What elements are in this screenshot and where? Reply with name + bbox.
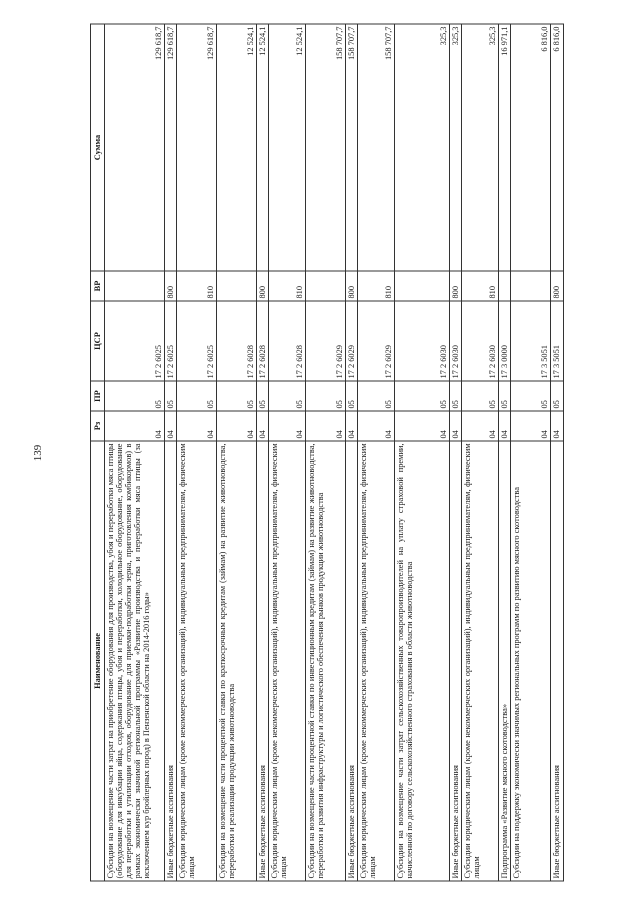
row-pr: 05 — [306, 381, 346, 411]
row-vr — [395, 271, 450, 301]
row-sum: 12 524,1 — [257, 24, 269, 271]
table-row — [306, 24, 346, 881]
row-vr: 810 — [269, 271, 306, 301]
header-vr: ВР — [91, 271, 105, 301]
table-row — [450, 24, 462, 881]
row-name: Иные бюджетные ассигнования — [450, 441, 462, 881]
table-row — [257, 24, 269, 881]
row-csr: 17 2 6025 — [105, 301, 165, 381]
rotated-table-wrapper — [90, 25, 562, 882]
row-vr: 810 — [177, 271, 217, 301]
row-csr: 17 2 6028 — [257, 301, 269, 381]
row-csr: 17 2 6025 — [165, 301, 177, 381]
row-rz: 04 — [395, 411, 450, 441]
table-row — [165, 24, 177, 881]
row-rz: 04 — [358, 411, 395, 441]
row-rz: 04 — [257, 411, 269, 441]
table-row — [105, 24, 165, 881]
row-name: Субсидии на возмещение части затрат сельскохозяйственных товаропроизводителей на уплату страховой премии, начисленной по договору сельскохозяйственного страхования в области животноводства — [395, 441, 450, 881]
table-row — [269, 24, 306, 881]
row-pr: 05 — [217, 381, 257, 411]
row-name: Субсидии юридическим лицам (кроме некоммерческих организаций), индивидуальным предпринимателям, физическим лицам — [358, 441, 395, 881]
row-csr: 17 2 6029 — [358, 301, 395, 381]
row-name: Субсидии на возмещение части затрат на приобретение оборудования для производства, убоя и переработки мяса птицы (оборудование для инкубации яйца, содержания птицы, убоя и переработки, холодильное оборудование, оборудование для переработки и утилизации отходов, оборудование для приемки-подработки зерна, приготовления комбикормов) в рамках экономически значимой региональной программы «Развитие производства и переработки мяса птицы (за исключением кур бройлерных пород) в Пензенской области на 2014-2016 годы» — [105, 441, 165, 881]
row-rz: 04 — [217, 411, 257, 441]
table-row — [462, 24, 499, 881]
row-csr: 17 3 5051 — [551, 301, 563, 381]
row-vr — [105, 271, 165, 301]
row-csr: 17 2 6028 — [269, 301, 306, 381]
row-rz: 04 — [269, 411, 306, 441]
row-sum: 16 971,1 — [499, 24, 511, 271]
row-csr: 17 2 6025 — [177, 301, 217, 381]
row-rz: 04 — [499, 411, 511, 441]
row-sum: 158 707,7 — [346, 24, 358, 271]
header-csr: ЦСР — [91, 301, 105, 381]
row-name: Иные бюджетные ассигнования — [257, 441, 269, 881]
row-sum: 158 707,7 — [358, 24, 395, 271]
row-vr: 800 — [551, 271, 563, 301]
row-pr: 05 — [551, 381, 563, 411]
row-rz: 04 — [177, 411, 217, 441]
row-csr: 17 2 6030 — [462, 301, 499, 381]
row-name: Субсидии на возмещение части процентной ставки по инвестиционным кредитам (займам) на развитие животноводства, переработки и развития инфраструктуры и логистического обеспечения рынков продукции животноводства — [306, 441, 346, 881]
row-vr — [499, 271, 511, 301]
row-pr: 05 — [165, 381, 177, 411]
row-vr — [306, 271, 346, 301]
row-rz: 04 — [346, 411, 358, 441]
row-rz: 04 — [306, 411, 346, 441]
row-sum: 12 524,1 — [217, 24, 257, 271]
row-rz: 04 — [105, 411, 165, 441]
row-name: Субсидии юридическим лицам (кроме некоммерческих организаций), индивидуальным предпринимателям, физическим лицам — [462, 441, 499, 881]
row-name: Иные бюджетные ассигнования — [165, 441, 177, 881]
row-vr — [511, 271, 551, 301]
table-row — [499, 24, 511, 881]
row-sum: 325,3 — [462, 24, 499, 271]
row-vr: 800 — [257, 271, 269, 301]
header-name: Наименование — [91, 441, 105, 881]
row-vr: 810 — [462, 271, 499, 301]
row-pr: 05 — [462, 381, 499, 411]
row-sum: 6 816,0 — [511, 24, 551, 271]
table-row — [551, 24, 563, 881]
row-csr: 17 3 5051 — [511, 301, 551, 381]
row-name: Субсидии на поддержку экономически значимых региональных программ по развитию мясного скотоводства — [511, 441, 551, 881]
row-sum: 158 707,7 — [306, 24, 346, 271]
row-sum: 129 618,7 — [105, 24, 165, 271]
row-name: Субсидии юридическим лицам (кроме некоммерческих организаций), индивидуальным предпринимателям, физическим лицам — [269, 441, 306, 881]
row-vr: 800 — [450, 271, 462, 301]
row-sum: 325,3 — [395, 24, 450, 271]
row-rz: 04 — [511, 411, 551, 441]
row-vr: 800 — [165, 271, 177, 301]
row-name: Иные бюджетные ассигнования — [346, 441, 358, 881]
row-rz: 04 — [165, 411, 177, 441]
row-vr: 800 — [346, 271, 358, 301]
row-sum: 129 618,7 — [177, 24, 217, 271]
row-name: Подпрограмма «Развитие мясного скотоводства» — [499, 441, 511, 881]
row-pr: 05 — [395, 381, 450, 411]
budget-table — [90, 24, 564, 882]
row-vr — [217, 271, 257, 301]
page-number: 139 — [32, 444, 44, 462]
row-csr: 17 2 6028 — [217, 301, 257, 381]
row-sum: 325,3 — [450, 24, 462, 271]
row-rz: 04 — [450, 411, 462, 441]
row-pr: 05 — [499, 381, 511, 411]
table-row — [358, 24, 395, 881]
row-csr: 17 2 6029 — [306, 301, 346, 381]
row-csr: 17 2 6030 — [395, 301, 450, 381]
row-pr: 05 — [346, 381, 358, 411]
row-rz: 04 — [462, 411, 499, 441]
row-pr: 05 — [105, 381, 165, 411]
row-pr: 05 — [511, 381, 551, 411]
header-pr: ПР — [91, 381, 105, 411]
row-pr: 05 — [269, 381, 306, 411]
table-row — [395, 24, 450, 881]
header-sum: Сумма — [91, 24, 105, 271]
table-row — [346, 24, 358, 881]
row-sum: 129 618,7 — [165, 24, 177, 271]
row-pr: 05 — [177, 381, 217, 411]
row-sum: 6 816,0 — [551, 24, 563, 271]
row-pr: 05 — [257, 381, 269, 411]
row-rz: 04 — [551, 411, 563, 441]
row-vr: 810 — [358, 271, 395, 301]
row-name: Субсидии юридическим лицам (кроме некоммерческих организаций), индивидуальным предпринимателям, физическим лицам — [177, 441, 217, 881]
table-header-row — [91, 24, 105, 881]
row-pr: 05 — [450, 381, 462, 411]
table-row — [511, 24, 551, 881]
table-row — [217, 24, 257, 881]
table-row — [177, 24, 217, 881]
row-csr: 17 2 6030 — [450, 301, 462, 381]
row-name: Субсидии на возмещение части процентной ставки по краткосрочным кредитам (займам) на развитие животноводства, переработки и реализации продукции животноводства — [217, 441, 257, 881]
row-sum: 12 524,1 — [269, 24, 306, 271]
row-csr: 17 3 0000 — [499, 301, 511, 381]
row-pr: 05 — [358, 381, 395, 411]
row-csr: 17 2 6029 — [346, 301, 358, 381]
row-name: Иные бюджетные ассигнования — [551, 441, 563, 881]
header-rz: Рз — [91, 411, 105, 441]
